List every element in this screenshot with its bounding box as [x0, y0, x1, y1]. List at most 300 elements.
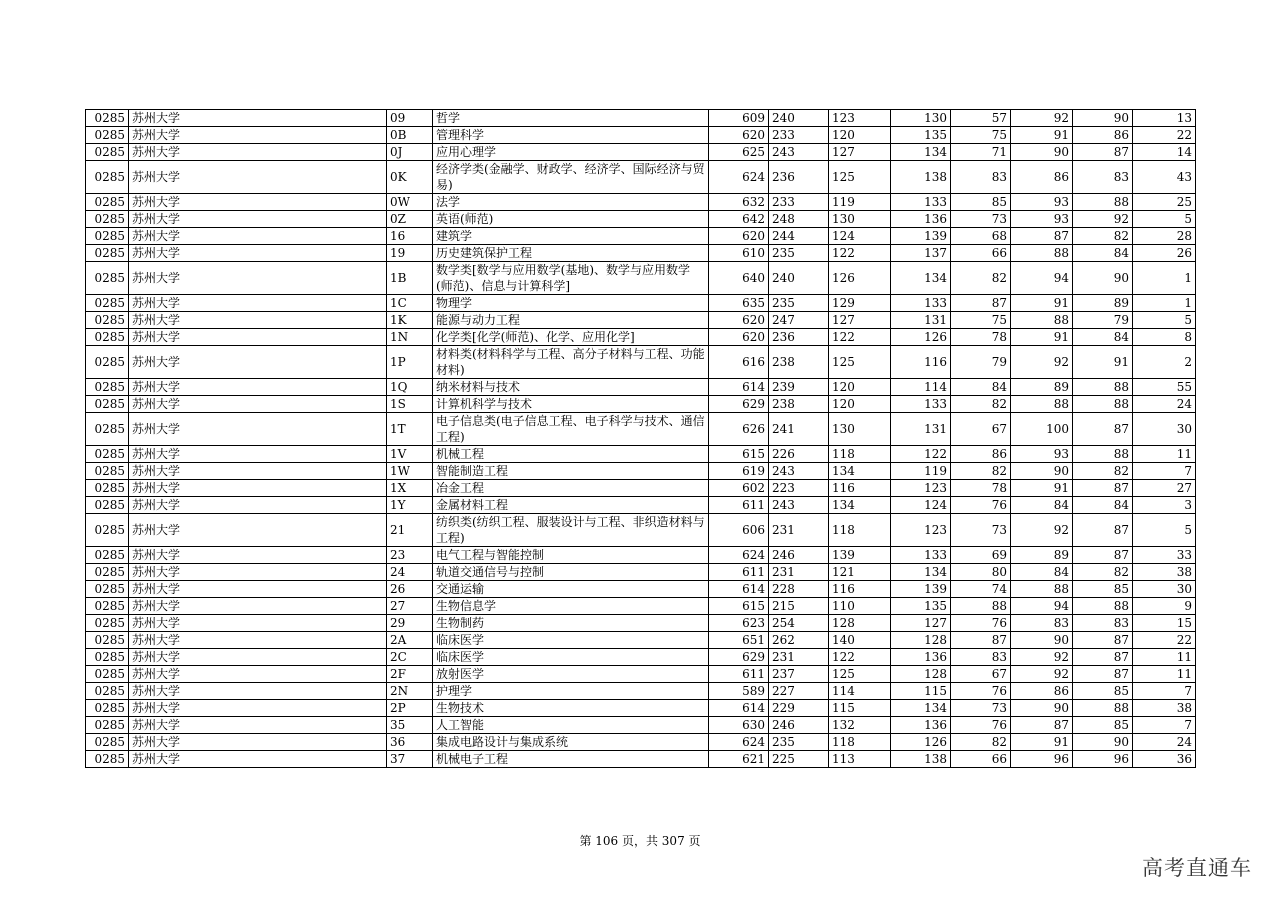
score-e-cell: 92	[1011, 346, 1073, 379]
total-score-cell: 620	[709, 329, 769, 346]
score-e-cell: 91	[1011, 480, 1073, 497]
score-f-cell: 84	[1073, 497, 1133, 514]
score-e-cell: 100	[1011, 413, 1073, 446]
major-name-cell: 管理科学	[433, 127, 709, 144]
major-code-cell: 24	[387, 564, 433, 581]
school-code-cell: 0285	[86, 245, 129, 262]
school-code-cell: 0285	[86, 144, 129, 161]
total-score-cell: 619	[709, 463, 769, 480]
rank-count-cell: 7	[1133, 463, 1196, 480]
score-c-cell: 137	[891, 245, 951, 262]
school-name-cell: 苏州大学	[129, 615, 387, 632]
score-b-cell: 121	[829, 564, 891, 581]
score-b-cell: 134	[829, 463, 891, 480]
score-d-cell: 66	[951, 245, 1011, 262]
score-a-cell: 238	[769, 346, 829, 379]
score-b-cell: 129	[829, 295, 891, 312]
score-b-cell: 119	[829, 194, 891, 211]
rank-count-cell: 1	[1133, 295, 1196, 312]
school-name-cell: 苏州大学	[129, 717, 387, 734]
total-score-cell: 615	[709, 598, 769, 615]
school-name-cell: 苏州大学	[129, 463, 387, 480]
major-name-cell: 历史建筑保护工程	[433, 245, 709, 262]
score-d-cell: 88	[951, 598, 1011, 615]
score-a-cell: 244	[769, 228, 829, 245]
score-d-cell: 87	[951, 632, 1011, 649]
score-f-cell: 88	[1073, 446, 1133, 463]
school-name-cell: 苏州大学	[129, 446, 387, 463]
total-score-cell: 611	[709, 497, 769, 514]
school-code-cell: 0285	[86, 666, 129, 683]
score-f-cell: 92	[1073, 211, 1133, 228]
score-d-cell: 67	[951, 666, 1011, 683]
score-a-cell: 238	[769, 396, 829, 413]
score-b-cell: 116	[829, 480, 891, 497]
school-name-cell: 苏州大学	[129, 312, 387, 329]
school-name-cell: 苏州大学	[129, 127, 387, 144]
rank-count-cell: 36	[1133, 751, 1196, 768]
score-a-cell: 228	[769, 581, 829, 598]
score-c-cell: 122	[891, 446, 951, 463]
total-score-cell: 620	[709, 127, 769, 144]
major-name-cell: 智能制造工程	[433, 463, 709, 480]
major-code-cell: 19	[387, 245, 433, 262]
score-b-cell: 120	[829, 127, 891, 144]
school-code-cell: 0285	[86, 312, 129, 329]
score-c-cell: 130	[891, 110, 951, 127]
score-c-cell: 139	[891, 581, 951, 598]
score-e-cell: 84	[1011, 564, 1073, 581]
score-e-cell: 92	[1011, 514, 1073, 547]
major-name-cell: 经济学类(金融学、财政学、经济学、国际经济与贸易)	[433, 161, 709, 194]
rank-count-cell: 24	[1133, 734, 1196, 751]
total-score-cell: 640	[709, 262, 769, 295]
score-d-cell: 76	[951, 497, 1011, 514]
major-name-cell: 冶金工程	[433, 480, 709, 497]
rank-count-cell: 24	[1133, 396, 1196, 413]
score-c-cell: 127	[891, 615, 951, 632]
school-code-cell: 0285	[86, 564, 129, 581]
rank-count-cell: 22	[1133, 632, 1196, 649]
total-score-cell: 624	[709, 161, 769, 194]
score-b-cell: 127	[829, 144, 891, 161]
score-d-cell: 85	[951, 194, 1011, 211]
score-d-cell: 80	[951, 564, 1011, 581]
school-name-cell: 苏州大学	[129, 547, 387, 564]
score-d-cell: 57	[951, 110, 1011, 127]
score-c-cell: 124	[891, 497, 951, 514]
score-e-cell: 90	[1011, 144, 1073, 161]
score-f-cell: 89	[1073, 295, 1133, 312]
total-score-cell: 614	[709, 581, 769, 598]
school-code-cell: 0285	[86, 329, 129, 346]
score-e-cell: 84	[1011, 497, 1073, 514]
score-a-cell: 243	[769, 497, 829, 514]
score-e-cell: 87	[1011, 717, 1073, 734]
school-code-cell: 0285	[86, 379, 129, 396]
table-row	[86, 734, 1196, 751]
score-a-cell: 254	[769, 615, 829, 632]
total-score-cell: 609	[709, 110, 769, 127]
table-row	[86, 161, 1196, 194]
total-score-cell: 615	[709, 446, 769, 463]
rank-count-cell: 9	[1133, 598, 1196, 615]
score-d-cell: 67	[951, 413, 1011, 446]
score-b-cell: 127	[829, 312, 891, 329]
score-b-cell: 118	[829, 446, 891, 463]
watermark-logo: 高考直通车	[1142, 856, 1252, 880]
school-name-cell: 苏州大学	[129, 751, 387, 768]
score-a-cell: 229	[769, 700, 829, 717]
rank-count-cell: 43	[1133, 161, 1196, 194]
score-a-cell: 233	[769, 194, 829, 211]
major-name-cell: 材料类(材料科学与工程、高分子材料与工程、功能材料)	[433, 346, 709, 379]
major-code-cell: 23	[387, 547, 433, 564]
major-code-cell: 1S	[387, 396, 433, 413]
score-e-cell: 90	[1011, 632, 1073, 649]
total-score-cell: 589	[709, 683, 769, 700]
score-f-cell: 88	[1073, 379, 1133, 396]
school-name-cell: 苏州大学	[129, 396, 387, 413]
major-code-cell: 0B	[387, 127, 433, 144]
score-d-cell: 83	[951, 649, 1011, 666]
major-name-cell: 放射医学	[433, 666, 709, 683]
score-e-cell: 94	[1011, 262, 1073, 295]
major-code-cell: 27	[387, 598, 433, 615]
total-score-cell: 630	[709, 717, 769, 734]
score-d-cell: 76	[951, 683, 1011, 700]
total-score-cell: 623	[709, 615, 769, 632]
score-e-cell: 92	[1011, 649, 1073, 666]
score-e-cell: 83	[1011, 615, 1073, 632]
score-d-cell: 73	[951, 700, 1011, 717]
score-e-cell: 90	[1011, 463, 1073, 480]
total-score-cell: 614	[709, 700, 769, 717]
score-f-cell: 88	[1073, 700, 1133, 717]
major-name-cell: 能源与动力工程	[433, 312, 709, 329]
major-name-cell: 机械电子工程	[433, 751, 709, 768]
score-b-cell: 139	[829, 547, 891, 564]
major-name-cell: 计算机科学与技术	[433, 396, 709, 413]
score-b-cell: 125	[829, 666, 891, 683]
score-f-cell: 96	[1073, 751, 1133, 768]
score-a-cell: 236	[769, 329, 829, 346]
score-f-cell: 87	[1073, 649, 1133, 666]
rank-count-cell: 28	[1133, 228, 1196, 245]
school-code-cell: 0285	[86, 700, 129, 717]
major-code-cell: 1W	[387, 463, 433, 480]
major-name-cell: 物理学	[433, 295, 709, 312]
school-name-cell: 苏州大学	[129, 346, 387, 379]
score-b-cell: 115	[829, 700, 891, 717]
score-d-cell: 76	[951, 717, 1011, 734]
score-f-cell: 82	[1073, 463, 1133, 480]
score-d-cell: 82	[951, 463, 1011, 480]
major-code-cell: 0J	[387, 144, 433, 161]
rank-count-cell: 15	[1133, 615, 1196, 632]
score-d-cell: 84	[951, 379, 1011, 396]
score-a-cell: 236	[769, 161, 829, 194]
major-code-cell: 1Y	[387, 497, 433, 514]
school-name-cell: 苏州大学	[129, 666, 387, 683]
rank-count-cell: 5	[1133, 514, 1196, 547]
total-score-cell: 624	[709, 547, 769, 564]
school-name-cell: 苏州大学	[129, 329, 387, 346]
score-c-cell: 136	[891, 649, 951, 666]
major-name-cell: 轨道交通信号与控制	[433, 564, 709, 581]
score-d-cell: 86	[951, 446, 1011, 463]
score-f-cell: 87	[1073, 144, 1133, 161]
score-a-cell: 239	[769, 379, 829, 396]
school-name-cell: 苏州大学	[129, 598, 387, 615]
school-name-cell: 苏州大学	[129, 194, 387, 211]
score-table	[85, 109, 1196, 768]
major-name-cell: 应用心理学	[433, 144, 709, 161]
major-code-cell: 2C	[387, 649, 433, 666]
score-d-cell: 76	[951, 615, 1011, 632]
score-d-cell: 82	[951, 262, 1011, 295]
total-score-cell: 651	[709, 632, 769, 649]
school-name-cell: 苏州大学	[129, 262, 387, 295]
score-e-cell: 91	[1011, 329, 1073, 346]
score-a-cell: 237	[769, 666, 829, 683]
rank-count-cell: 14	[1133, 144, 1196, 161]
total-score-cell: 635	[709, 295, 769, 312]
school-code-cell: 0285	[86, 262, 129, 295]
score-c-cell: 135	[891, 598, 951, 615]
score-d-cell: 66	[951, 751, 1011, 768]
table-row	[86, 463, 1196, 480]
score-f-cell: 85	[1073, 683, 1133, 700]
score-a-cell: 246	[769, 717, 829, 734]
school-code-cell: 0285	[86, 228, 129, 245]
school-code-cell: 0285	[86, 649, 129, 666]
score-d-cell: 73	[951, 514, 1011, 547]
school-name-cell: 苏州大学	[129, 564, 387, 581]
school-name-cell: 苏州大学	[129, 700, 387, 717]
school-code-cell: 0285	[86, 413, 129, 446]
score-e-cell: 88	[1011, 245, 1073, 262]
score-a-cell: 235	[769, 245, 829, 262]
school-code-cell: 0285	[86, 127, 129, 144]
score-f-cell: 84	[1073, 245, 1133, 262]
score-d-cell: 73	[951, 211, 1011, 228]
major-name-cell: 生物信息学	[433, 598, 709, 615]
major-code-cell: 1K	[387, 312, 433, 329]
score-d-cell: 82	[951, 396, 1011, 413]
table-row	[86, 649, 1196, 666]
rank-count-cell: 27	[1133, 480, 1196, 497]
score-b-cell: 122	[829, 649, 891, 666]
score-e-cell: 91	[1011, 295, 1073, 312]
score-b-cell: 118	[829, 514, 891, 547]
school-code-cell: 0285	[86, 514, 129, 547]
total-score-cell: 629	[709, 649, 769, 666]
major-code-cell: 1T	[387, 413, 433, 446]
table-row	[86, 194, 1196, 211]
school-name-cell: 苏州大学	[129, 480, 387, 497]
rank-count-cell: 7	[1133, 717, 1196, 734]
score-e-cell: 93	[1011, 446, 1073, 463]
score-c-cell: 114	[891, 379, 951, 396]
school-name-cell: 苏州大学	[129, 581, 387, 598]
table-row	[86, 547, 1196, 564]
total-score-cell: 620	[709, 312, 769, 329]
school-code-cell: 0285	[86, 110, 129, 127]
major-code-cell: 29	[387, 615, 433, 632]
score-d-cell: 71	[951, 144, 1011, 161]
score-a-cell: 240	[769, 110, 829, 127]
table-row	[86, 700, 1196, 717]
table-row	[86, 666, 1196, 683]
score-f-cell: 90	[1073, 110, 1133, 127]
score-e-cell: 87	[1011, 228, 1073, 245]
score-e-cell: 96	[1011, 751, 1073, 768]
table-row	[86, 110, 1196, 127]
score-a-cell: 262	[769, 632, 829, 649]
school-code-cell: 0285	[86, 598, 129, 615]
school-name-cell: 苏州大学	[129, 379, 387, 396]
score-b-cell: 130	[829, 211, 891, 228]
score-e-cell: 92	[1011, 666, 1073, 683]
score-c-cell: 128	[891, 632, 951, 649]
score-e-cell: 94	[1011, 598, 1073, 615]
table-row	[86, 379, 1196, 396]
major-code-cell: 1Q	[387, 379, 433, 396]
score-f-cell: 87	[1073, 413, 1133, 446]
score-d-cell: 78	[951, 480, 1011, 497]
score-c-cell: 134	[891, 700, 951, 717]
school-code-cell: 0285	[86, 161, 129, 194]
score-c-cell: 138	[891, 161, 951, 194]
score-b-cell: 125	[829, 161, 891, 194]
score-c-cell: 133	[891, 194, 951, 211]
score-c-cell: 131	[891, 413, 951, 446]
score-b-cell: 120	[829, 379, 891, 396]
score-a-cell: 231	[769, 649, 829, 666]
score-f-cell: 87	[1073, 547, 1133, 564]
table-row	[86, 144, 1196, 161]
school-code-cell: 0285	[86, 497, 129, 514]
score-f-cell: 88	[1073, 396, 1133, 413]
total-score-cell: 625	[709, 144, 769, 161]
rank-count-cell: 25	[1133, 194, 1196, 211]
rank-count-cell: 55	[1133, 379, 1196, 396]
table-row	[86, 497, 1196, 514]
school-name-cell: 苏州大学	[129, 245, 387, 262]
score-c-cell: 135	[891, 127, 951, 144]
rank-count-cell: 11	[1133, 666, 1196, 683]
major-code-cell: 0K	[387, 161, 433, 194]
school-name-cell: 苏州大学	[129, 632, 387, 649]
score-c-cell: 133	[891, 295, 951, 312]
score-f-cell: 85	[1073, 717, 1133, 734]
rank-count-cell: 2	[1133, 346, 1196, 379]
score-a-cell: 247	[769, 312, 829, 329]
rank-count-cell: 33	[1133, 547, 1196, 564]
major-name-cell: 化学类[化学(师范)、化学、应用化学]	[433, 329, 709, 346]
score-b-cell: 120	[829, 396, 891, 413]
table-row	[86, 329, 1196, 346]
rank-count-cell: 30	[1133, 581, 1196, 598]
score-a-cell: 246	[769, 547, 829, 564]
school-name-cell: 苏州大学	[129, 161, 387, 194]
major-name-cell: 数学类[数学与应用数学(基地)、数学与应用数学(师范)、信息与计算科学]	[433, 262, 709, 295]
total-score-cell: 614	[709, 379, 769, 396]
rank-count-cell: 7	[1133, 683, 1196, 700]
major-name-cell: 临床医学	[433, 632, 709, 649]
major-code-cell: 1V	[387, 446, 433, 463]
score-c-cell: 138	[891, 751, 951, 768]
score-c-cell: 123	[891, 514, 951, 547]
score-b-cell: 134	[829, 497, 891, 514]
score-b-cell: 130	[829, 413, 891, 446]
total-score-cell: 610	[709, 245, 769, 262]
school-name-cell: 苏州大学	[129, 683, 387, 700]
major-name-cell: 英语(师范)	[433, 211, 709, 228]
major-code-cell: 2P	[387, 700, 433, 717]
table-row	[86, 127, 1196, 144]
table-row	[86, 717, 1196, 734]
school-code-cell: 0285	[86, 547, 129, 564]
score-f-cell: 87	[1073, 514, 1133, 547]
score-d-cell: 78	[951, 329, 1011, 346]
major-code-cell: 1X	[387, 480, 433, 497]
score-e-cell: 91	[1011, 734, 1073, 751]
score-f-cell: 88	[1073, 194, 1133, 211]
score-e-cell: 89	[1011, 547, 1073, 564]
score-d-cell: 82	[951, 734, 1011, 751]
score-e-cell: 90	[1011, 700, 1073, 717]
school-name-cell: 苏州大学	[129, 110, 387, 127]
school-name-cell: 苏州大学	[129, 497, 387, 514]
total-score-cell: 621	[709, 751, 769, 768]
table-row	[86, 262, 1196, 295]
score-c-cell: 139	[891, 228, 951, 245]
rank-count-cell: 1	[1133, 262, 1196, 295]
major-code-cell: 0W	[387, 194, 433, 211]
score-a-cell: 223	[769, 480, 829, 497]
score-f-cell: 87	[1073, 632, 1133, 649]
major-code-cell: 35	[387, 717, 433, 734]
page-footer: 第 106 页，共 307 页	[579, 834, 701, 848]
score-b-cell: 114	[829, 683, 891, 700]
major-name-cell: 生物技术	[433, 700, 709, 717]
score-e-cell: 89	[1011, 379, 1073, 396]
major-code-cell: 16	[387, 228, 433, 245]
score-b-cell: 126	[829, 262, 891, 295]
score-f-cell: 91	[1073, 346, 1133, 379]
school-code-cell: 0285	[86, 632, 129, 649]
score-e-cell: 93	[1011, 194, 1073, 211]
score-b-cell: 123	[829, 110, 891, 127]
score-a-cell: 241	[769, 413, 829, 446]
score-b-cell: 140	[829, 632, 891, 649]
score-e-cell: 91	[1011, 127, 1073, 144]
major-name-cell: 电子信息类(电子信息工程、电子科学与技术、通信工程)	[433, 413, 709, 446]
major-name-cell: 建筑学	[433, 228, 709, 245]
school-name-cell: 苏州大学	[129, 295, 387, 312]
table-row	[86, 632, 1196, 649]
rank-count-cell: 3	[1133, 497, 1196, 514]
score-d-cell: 87	[951, 295, 1011, 312]
score-d-cell: 74	[951, 581, 1011, 598]
score-b-cell: 132	[829, 717, 891, 734]
rank-count-cell: 13	[1133, 110, 1196, 127]
score-a-cell: 243	[769, 463, 829, 480]
score-d-cell: 69	[951, 547, 1011, 564]
major-name-cell: 纳米材料与技术	[433, 379, 709, 396]
